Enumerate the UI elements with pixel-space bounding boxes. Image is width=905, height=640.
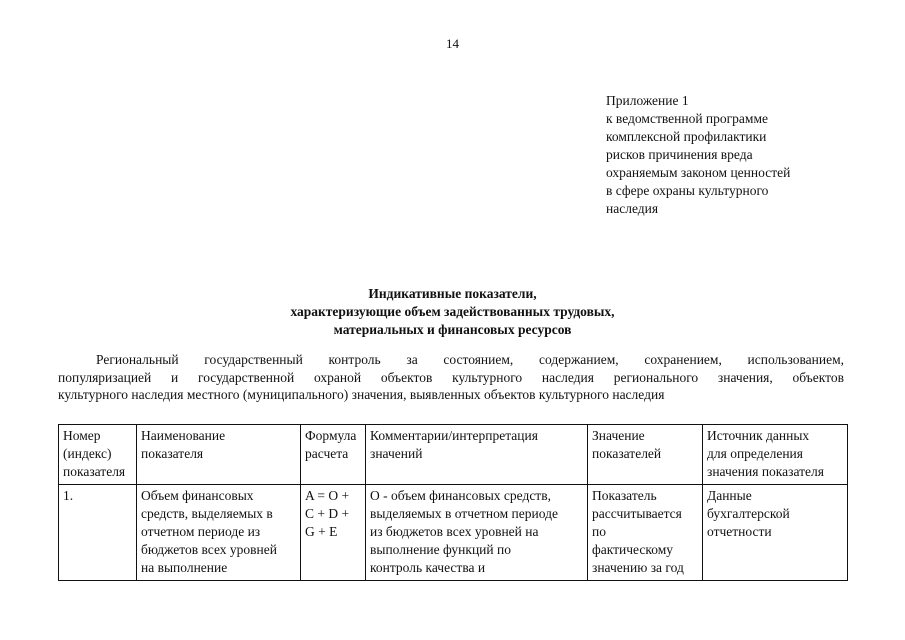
appendix-line: рисков причинения вреда bbox=[606, 147, 753, 162]
title-line: характеризующие объем задействованных трудовых, bbox=[290, 304, 615, 319]
intro-line: популяризацией и государственной охраной объектов культурного наследия регионального значения, объектов bbox=[58, 369, 844, 385]
appendix-line: в сфере охраны культурного bbox=[606, 183, 769, 198]
header-cell-formula: Формула расчета bbox=[301, 425, 366, 485]
table-header-row bbox=[59, 425, 848, 485]
cell-formula: A = O + C + D + G + E bbox=[301, 485, 366, 581]
intro-paragraph bbox=[58, 351, 844, 404]
cell-number: 1. bbox=[59, 485, 137, 581]
page-number: 14 bbox=[446, 36, 459, 51]
header-cell-value: Значение показателей bbox=[588, 425, 703, 485]
appendix-line: охраняемым законом ценностей bbox=[606, 165, 791, 180]
appendix-line: к ведомственной программе bbox=[606, 111, 769, 126]
cell-value: Показатель рассчитывается по фактическому значению за год bbox=[588, 485, 703, 581]
cell-comments: O - объем финансовых средств, выделяемых в отчетном периоде из бюджетов всех уровней на выполнение функций по контроль качества и bbox=[366, 485, 588, 581]
cell-source: Данные бухгалтерской отчетности bbox=[703, 485, 848, 581]
header-cell-name: Наименование показателя bbox=[137, 425, 301, 485]
title-line: Индикативные показатели, bbox=[368, 286, 537, 301]
document-title bbox=[0, 285, 905, 339]
header-cell-comments: Комментарии/интерпретация значений bbox=[366, 425, 588, 485]
title-line: материальных и финансовых ресурсов bbox=[333, 322, 572, 337]
intro-line: культурного наследия местного (муниципального) значения, выявленных объектов культурного наследия bbox=[58, 387, 665, 402]
header-cell-source: Источник данных для определения значения показателя bbox=[703, 425, 848, 485]
appendix-line: наследия bbox=[606, 201, 659, 216]
appendix-reference bbox=[606, 92, 866, 218]
table-row bbox=[59, 485, 848, 581]
indicators-table bbox=[58, 424, 848, 581]
appendix-line: комплексной профилактики bbox=[606, 129, 767, 144]
appendix-line: Приложение 1 bbox=[606, 93, 689, 108]
intro-line: Региональный государственный контроль за состоянием, содержанием, сохранением, использованием, bbox=[96, 352, 844, 367]
cell-name: Объем финансовых средств, выделяемых в отчетном периоде из бюджетов всех уровней на выполнение bbox=[137, 485, 301, 581]
header-cell-number: Номер (индекс) показателя bbox=[59, 425, 137, 485]
